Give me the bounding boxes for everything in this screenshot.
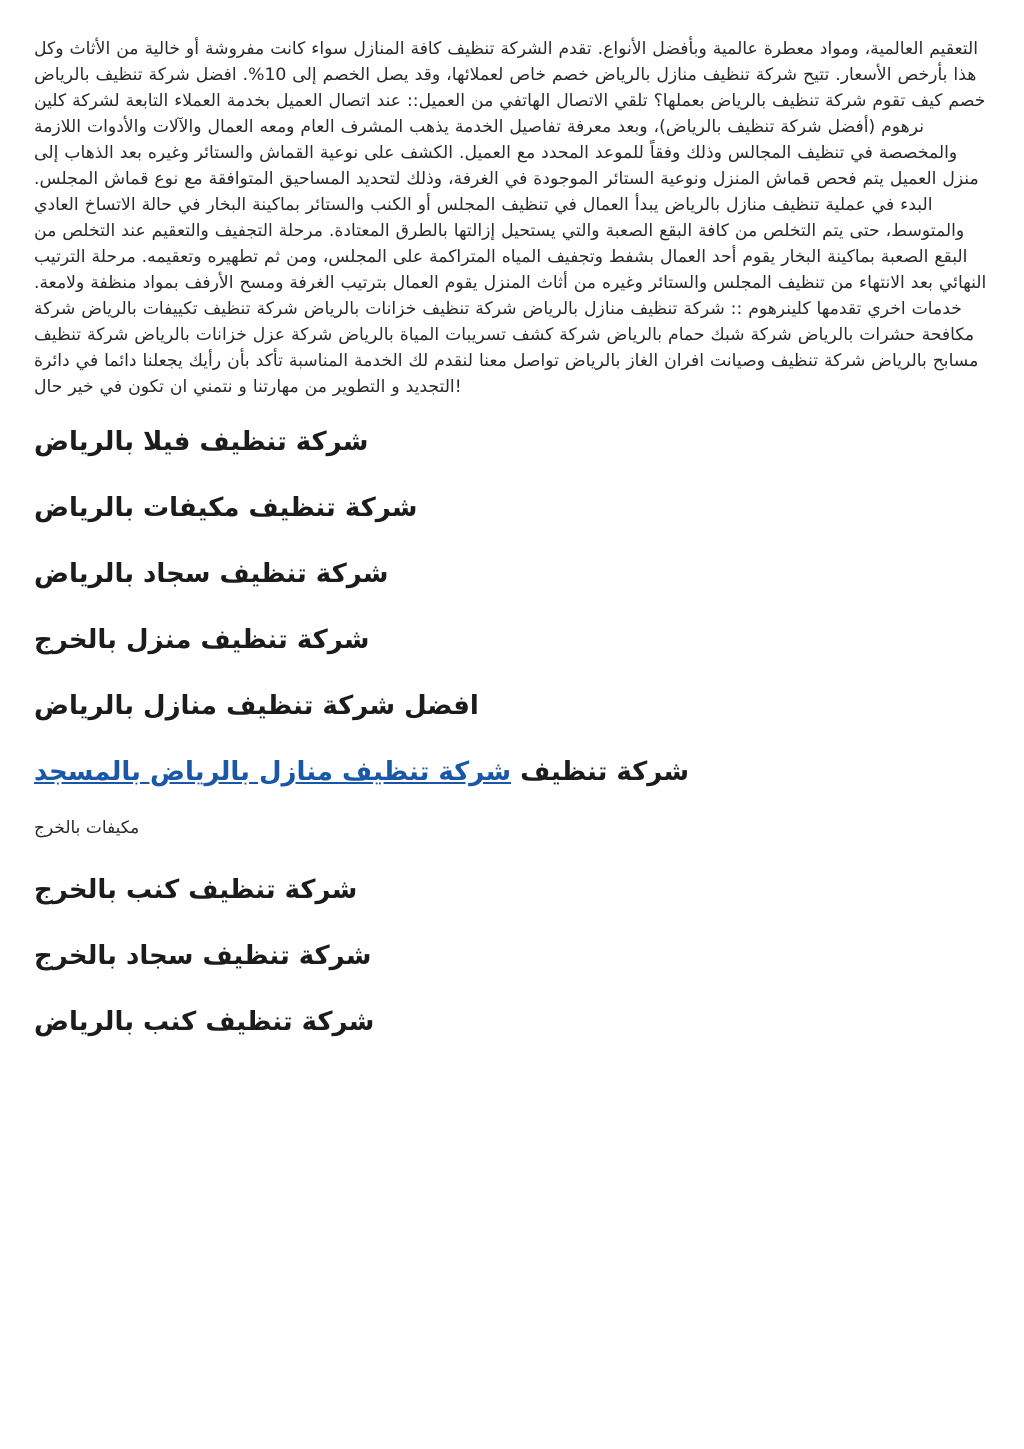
heading-ac-cleaning: شركة تنظيف مكيفات بالرياض [34,493,418,523]
heading-link[interactable]: شركة تنظيف منازل بالرياض بالمسجد [34,757,512,787]
heading-carpet-cleaning: شركة تنظيف سجاد بالرياض [34,559,389,589]
heading-with-link [34,754,992,790]
heading-sofa-cleaning-riyadh: شركة تنظيف كنب بالرياض [34,1007,375,1037]
heading-sofa-cleaning-kharj: شركة تنظيف كنب بالخرج [34,875,358,905]
heading-best-home-cleaning: افضل شركة تنظيف منازل بالرياض [34,691,479,721]
article-page [34,36,992,1040]
heading-house-cleaning-kharj: شركة تنظيف منزل بالخرج [34,625,370,655]
small-text-line: مكيفات بالخرج [34,818,140,838]
article-paragraph: التعقيم العالمية، ومواد معطرة عالمية وبأفضل الأنواع. تقدم الشركة تنظيف كافة المنازل سواء كانت مفروشة أو خالية من الأثاث وكل هذا بأرخص الأسعار. تتيح شركة تنظيف منازل بالرياض خصم خاص لعملائها، وقد يصل الخصم إلى 10%. افضل شركة تنظيف بالرياض خصم كيف تقوم شركة تنظيف بالرياض بعملها؟ تلقي الاتصال الهاتفي من العميل:: عند اتصال العميل بخدمة العملاء التابعة لشركة كلين نرهوم (أفضل شركة تنظيف بالرياض)، وبعد معرفة تفاصيل الخدمة يذهب المشرف العام ومعه العمال والآلات والأدوات اللازمة والمخصصة في تنظيف المجالس وذلك وفقاً للموعد المحدد مع العميل. الكشف على نوعية القماش والستائر وغيره بعد الذهاب إلى منزل العميل يتم فحص قماش المنزل ونوعية الستائر الموجودة في الغرفة، وذلك لتحديد المساحيق المتوافقة مع نوع قماش المجلس. البدء في عملية تنظيف منازل بالرياض يبدأ العمال في تنظيف المجلس أو الكنب والستائر بماكينة البخار في حالة الاتساخ العادي والمتوسط، حتى يتم التخلص من كافة البقع الصعبة والتي يستحيل إزالتها بالطرق المعتادة. مرحلة التجفيف والتعقيم عند التخلص من البقع الصعبة بماكينة البخار يقوم أحد العمال بشفط وتجفيف المياه المتراكمة على المجلس، ومن ثم تطهيره وتعقيمه. مرحلة الترتيب النهائي بعد الانتهاء من تنظيف المجلس والستائر وغيره من أثاث المنزل يقوم العمال بترتيب الغرفة ومسح الأرفف بمواد منظفة ولامعة. خدمات اخري تقدمها كلينرهوم :: شركة تنظيف منازل بالرياض شركة تنظيف خزانات بالرياض شركة تنظيف تكييفات بالرياض شركة مكافحة حشرات بالرياض شركة شبك حمام بالرياض شركة كشف تسريبات المياة بالرياض شركة عزل خزانات بالرياض شركة تنظيف مسابح بالرياض شركة تنظيف وصيانت افران الغاز بالرياض تواصل معنا لنقدم لك الخدمة المناسبة تأكد بأن رأيك يجعلنا دائما في دائرة التجديد و التطوير من مهارتنا و نتمني ان تكون في خير حال! [34,39,987,397]
heading-link-prefix: شركة تنظيف [520,757,690,787]
heading-villa-cleaning: شركة تنظيف فيلا بالرياض [34,427,369,457]
heading-carpet-cleaning-kharj: شركة تنظيف سجاد بالخرج [34,941,372,971]
